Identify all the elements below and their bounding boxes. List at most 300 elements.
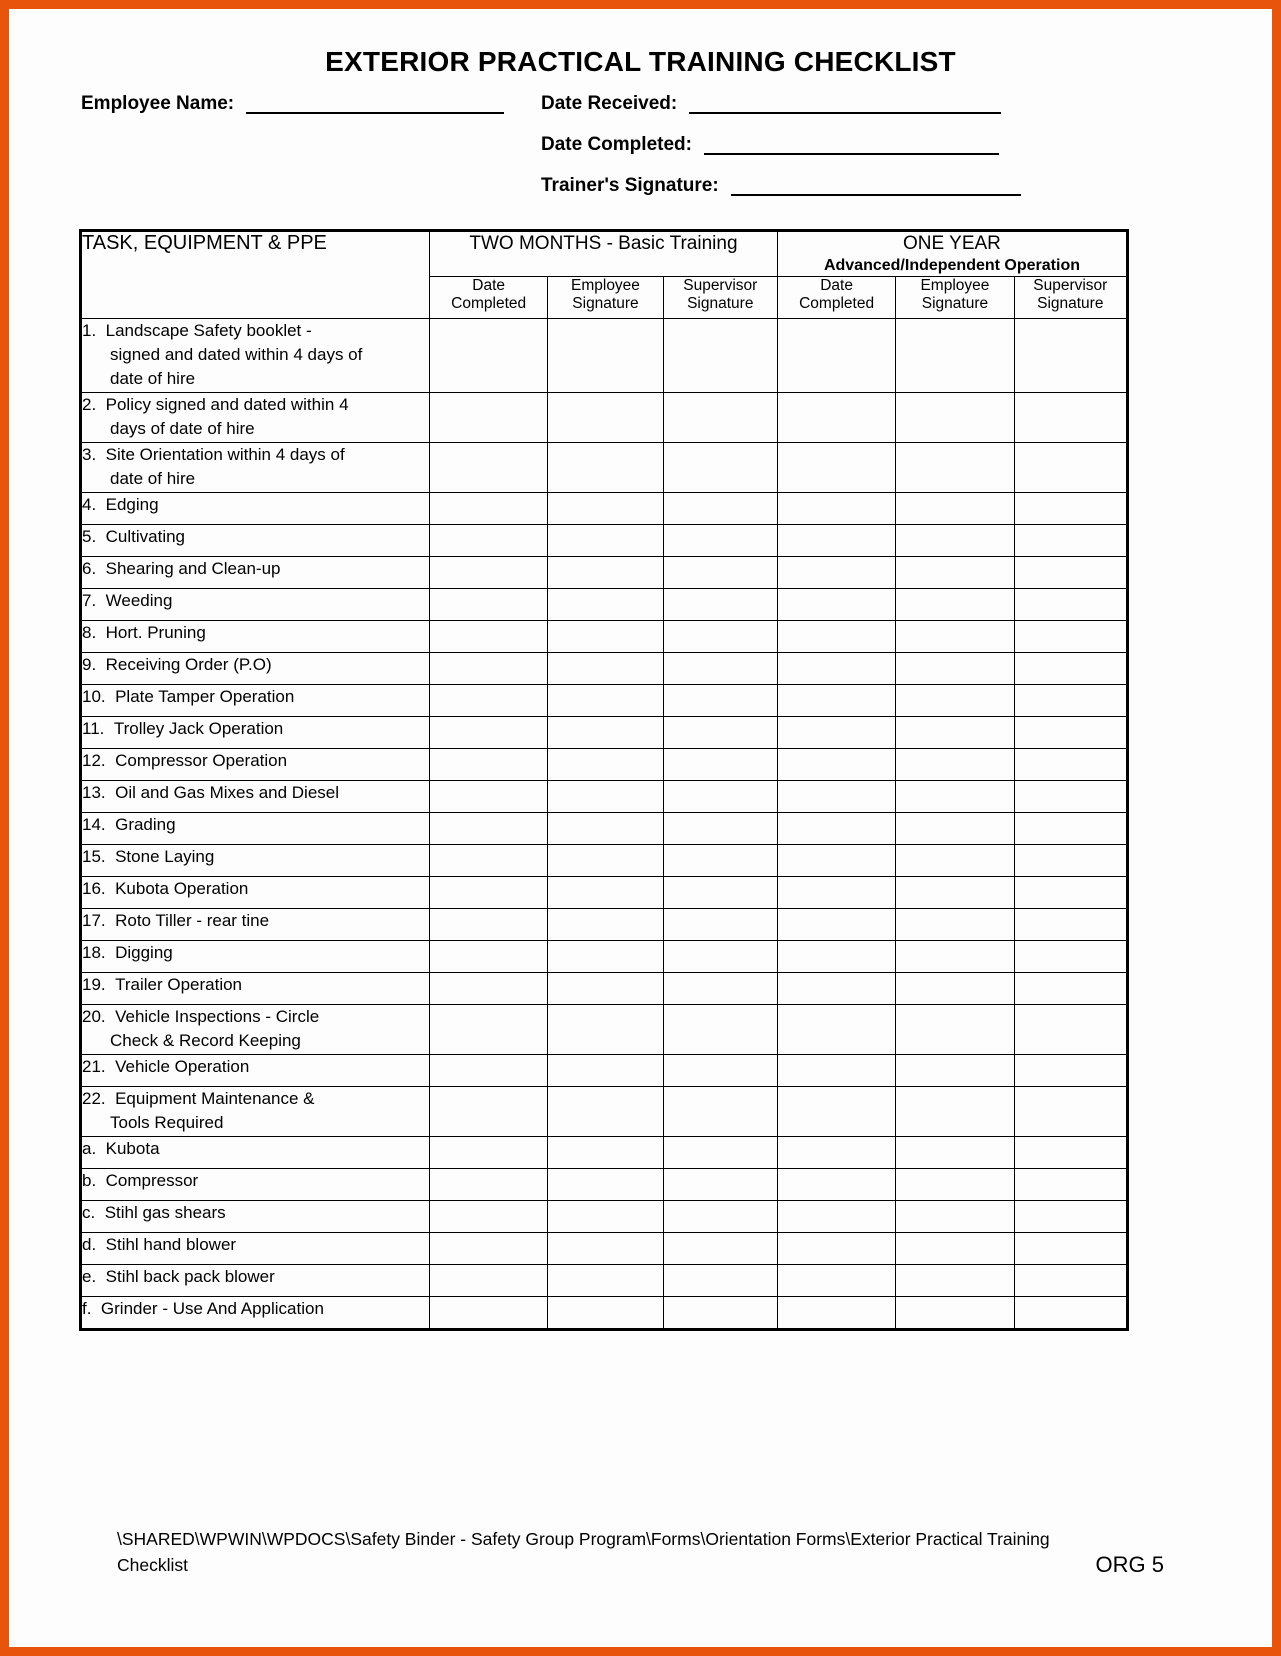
cell-two-months-date-completed[interactable] — [429, 1169, 547, 1201]
cell-two-months-employee-signature[interactable] — [548, 909, 663, 941]
cell-two-months-employee-signature[interactable] — [548, 493, 663, 525]
table-row — [81, 749, 1128, 781]
table-row — [81, 1297, 1128, 1330]
col-head-two-months-date-completed — [429, 277, 547, 319]
col-head-line2: Completed — [451, 295, 527, 312]
task-label-cell — [81, 1005, 430, 1055]
cell-one-year-date-completed[interactable] — [777, 525, 895, 557]
table-row — [81, 1137, 1128, 1169]
task-text: Site Orientation within 4 days of — [105, 445, 345, 464]
cell-two-months-date-completed[interactable] — [429, 319, 547, 393]
task-label-cell — [81, 621, 430, 653]
table-row — [81, 653, 1128, 685]
cell-two-months-date-completed[interactable] — [429, 1297, 547, 1330]
col-head-line1: Employee — [920, 277, 990, 294]
cell-two-months-supervisor-signature[interactable] — [663, 621, 777, 653]
task-text: Stihl hand blower — [105, 1235, 237, 1254]
col-head-one-year-employee-signature — [896, 277, 1014, 319]
task-label-cell — [81, 685, 430, 717]
task-number: 18. — [82, 943, 106, 962]
task-label-cell — [81, 557, 430, 589]
table-row — [81, 1201, 1128, 1233]
task-label-cell — [81, 319, 430, 393]
table-row — [81, 1265, 1128, 1297]
cell-two-months-date-completed[interactable] — [429, 1055, 547, 1087]
cell-one-year-employee-signature[interactable] — [896, 621, 1014, 653]
task-text-continuation: date of hire — [110, 369, 196, 388]
cell-one-year-employee-signature[interactable] — [896, 941, 1014, 973]
cell-two-months-supervisor-signature[interactable] — [663, 1137, 777, 1169]
cell-two-months-employee-signature[interactable] — [548, 557, 663, 589]
page-title: EXTERIOR PRACTICAL TRAINING CHECKLIST — [325, 46, 956, 77]
cell-one-year-date-completed[interactable] — [777, 1055, 895, 1087]
task-text: Oil and Gas Mixes and Diesel — [115, 783, 340, 802]
task-number: 21. — [82, 1057, 106, 1076]
cell-one-year-supervisor-signature[interactable] — [1014, 685, 1127, 717]
cell-two-months-employee-signature[interactable] — [548, 813, 663, 845]
cell-one-year-date-completed[interactable] — [777, 909, 895, 941]
cell-two-months-date-completed[interactable] — [429, 1265, 547, 1297]
cell-one-year-date-completed[interactable] — [777, 443, 895, 493]
task-label-cell — [81, 909, 430, 941]
task-label-cell — [81, 1169, 430, 1201]
table-group-header-row — [81, 231, 1128, 277]
cell-one-year-employee-signature[interactable] — [896, 589, 1014, 621]
cell-one-year-employee-signature[interactable] — [896, 813, 1014, 845]
cell-two-months-employee-signature[interactable] — [548, 653, 663, 685]
cell-two-months-supervisor-signature[interactable] — [663, 1297, 777, 1330]
cell-two-months-employee-signature[interactable] — [548, 1201, 663, 1233]
cell-one-year-date-completed[interactable] — [777, 845, 895, 877]
trainer-signature-input[interactable] — [731, 179, 1021, 196]
cell-two-months-date-completed[interactable] — [429, 653, 547, 685]
cell-two-months-employee-signature[interactable] — [548, 685, 663, 717]
table-row — [81, 685, 1128, 717]
table-row — [81, 1169, 1128, 1201]
cell-two-months-supervisor-signature[interactable] — [663, 1201, 777, 1233]
cell-one-year-date-completed[interactable] — [777, 781, 895, 813]
cell-one-year-supervisor-signature[interactable] — [1014, 1265, 1127, 1297]
task-text: Kubota Operation — [115, 879, 249, 898]
cell-two-months-supervisor-signature[interactable] — [663, 557, 777, 589]
cell-one-year-supervisor-signature[interactable] — [1014, 443, 1127, 493]
cell-one-year-supervisor-signature[interactable] — [1014, 941, 1127, 973]
task-label-cell — [81, 781, 430, 813]
task-text-continuation: Check & Record Keeping — [110, 1031, 301, 1050]
cell-one-year-date-completed[interactable] — [777, 941, 895, 973]
task-text: Plate Tamper Operation — [115, 687, 295, 706]
cell-one-year-date-completed[interactable] — [777, 1005, 895, 1055]
task-number: 19. — [82, 975, 106, 994]
task-text: Edging — [105, 495, 159, 514]
task-number: 16. — [82, 879, 106, 898]
task-number: d. — [82, 1235, 97, 1254]
cell-two-months-supervisor-signature[interactable] — [663, 717, 777, 749]
cell-one-year-date-completed[interactable] — [777, 589, 895, 621]
cell-one-year-employee-signature[interactable] — [896, 493, 1014, 525]
cell-two-months-supervisor-signature[interactable] — [663, 973, 777, 1005]
cell-two-months-employee-signature[interactable] — [548, 1087, 663, 1137]
task-label-cell — [81, 845, 430, 877]
col-head-one-year-date-completed — [777, 277, 895, 319]
col-head-two-months-supervisor-signature — [663, 277, 777, 319]
cell-one-year-supervisor-signature[interactable] — [1014, 589, 1127, 621]
cell-two-months-supervisor-signature[interactable] — [663, 845, 777, 877]
cell-one-year-employee-signature[interactable] — [896, 749, 1014, 781]
cell-one-year-supervisor-signature[interactable] — [1014, 813, 1127, 845]
cell-two-months-date-completed[interactable] — [429, 845, 547, 877]
task-number: 9. — [82, 655, 97, 674]
table-body — [81, 319, 1128, 1330]
cell-two-months-date-completed[interactable] — [429, 443, 547, 493]
task-column-header: TASK, EQUIPMENT & PPE — [81, 231, 430, 319]
cell-two-months-employee-signature[interactable] — [548, 1297, 663, 1330]
cell-one-year-employee-signature[interactable] — [896, 557, 1014, 589]
task-number: 2. — [82, 395, 97, 414]
table-row — [81, 319, 1128, 393]
cell-two-months-employee-signature[interactable] — [548, 589, 663, 621]
cell-two-months-date-completed[interactable] — [429, 621, 547, 653]
cell-two-months-employee-signature[interactable] — [548, 1233, 663, 1265]
task-text: Shearing and Clean-up — [105, 559, 281, 578]
task-number: 13. — [82, 783, 106, 802]
cell-one-year-date-completed[interactable] — [777, 749, 895, 781]
task-number: 7. — [82, 591, 97, 610]
cell-one-year-date-completed[interactable] — [777, 557, 895, 589]
cell-two-months-date-completed[interactable] — [429, 525, 547, 557]
cell-two-months-supervisor-signature[interactable] — [663, 319, 777, 393]
task-text: Cultivating — [105, 527, 186, 546]
cell-one-year-supervisor-signature[interactable] — [1014, 1005, 1127, 1055]
task-number: e. — [82, 1267, 97, 1286]
col-head-line2: Signature — [1037, 295, 1104, 312]
cell-one-year-supervisor-signature[interactable] — [1014, 653, 1127, 685]
cell-one-year-employee-signature[interactable] — [896, 973, 1014, 1005]
task-label-cell — [81, 393, 430, 443]
task-text: Vehicle Inspections - Circle — [115, 1007, 320, 1026]
cell-two-months-employee-signature[interactable] — [548, 443, 663, 493]
cell-one-year-supervisor-signature[interactable] — [1014, 1169, 1127, 1201]
cell-two-months-date-completed[interactable] — [429, 557, 547, 589]
cell-one-year-date-completed[interactable] — [777, 1233, 895, 1265]
cell-two-months-employee-signature[interactable] — [548, 877, 663, 909]
cell-one-year-employee-signature[interactable] — [896, 319, 1014, 393]
task-label-cell — [81, 589, 430, 621]
cell-two-months-date-completed[interactable] — [429, 1201, 547, 1233]
cell-one-year-employee-signature[interactable] — [896, 443, 1014, 493]
cell-one-year-date-completed[interactable] — [777, 653, 895, 685]
cell-two-months-supervisor-signature[interactable] — [663, 781, 777, 813]
cell-one-year-supervisor-signature[interactable] — [1014, 493, 1127, 525]
cell-one-year-employee-signature[interactable] — [896, 1169, 1014, 1201]
footer-org-code: ORG 5 — [1095, 1552, 1164, 1577]
task-number: a. — [82, 1139, 97, 1158]
cell-two-months-employee-signature[interactable] — [548, 941, 663, 973]
cell-two-months-date-completed[interactable] — [429, 1087, 547, 1137]
cell-one-year-supervisor-signature[interactable] — [1014, 557, 1127, 589]
cell-one-year-employee-signature[interactable] — [896, 393, 1014, 443]
task-number: 12. — [82, 751, 106, 770]
cell-two-months-employee-signature[interactable] — [548, 717, 663, 749]
task-text: Trolley Jack Operation — [113, 719, 284, 738]
cell-one-year-date-completed[interactable] — [777, 1297, 895, 1330]
table-row — [81, 781, 1128, 813]
cell-two-months-supervisor-signature[interactable] — [663, 443, 777, 493]
table-row — [81, 845, 1128, 877]
date-completed-input[interactable] — [704, 138, 999, 155]
cell-one-year-supervisor-signature[interactable] — [1014, 845, 1127, 877]
task-text: Weeding — [105, 591, 173, 610]
cell-one-year-supervisor-signature[interactable] — [1014, 1055, 1127, 1087]
table-row — [81, 813, 1128, 845]
cell-two-months-employee-signature[interactable] — [548, 1265, 663, 1297]
cell-one-year-date-completed[interactable] — [777, 1201, 895, 1233]
cell-one-year-date-completed[interactable] — [777, 973, 895, 1005]
task-text: Trailer Operation — [115, 975, 243, 994]
cell-two-months-supervisor-signature[interactable] — [663, 909, 777, 941]
cell-two-months-supervisor-signature[interactable] — [663, 589, 777, 621]
group-header-two-months — [429, 231, 777, 277]
task-number: 17. — [82, 911, 106, 930]
cell-two-months-supervisor-signature[interactable] — [663, 877, 777, 909]
task-text: Landscape Safety booklet - — [105, 321, 312, 340]
field-trainer-signature-label: Trainer's Signature: — [541, 175, 719, 196]
task-number: c. — [82, 1203, 96, 1222]
task-text: Roto Tiller - rear tine — [115, 911, 270, 930]
field-employee-name-label: Employee Name: — [81, 93, 235, 114]
task-label-cell — [81, 813, 430, 845]
cell-one-year-supervisor-signature[interactable] — [1014, 909, 1127, 941]
task-number: 3. — [82, 445, 97, 464]
employee-name-input[interactable] — [246, 97, 504, 114]
cell-one-year-employee-signature[interactable] — [896, 1201, 1014, 1233]
cell-one-year-employee-signature[interactable] — [896, 1005, 1014, 1055]
cell-two-months-date-completed[interactable] — [429, 973, 547, 1005]
cell-one-year-employee-signature[interactable] — [896, 1087, 1014, 1137]
task-number: 8. — [82, 623, 97, 642]
document-sheet — [9, 9, 1272, 1647]
cell-one-year-employee-signature[interactable] — [896, 685, 1014, 717]
cell-two-months-supervisor-signature[interactable] — [663, 1005, 777, 1055]
cell-one-year-employee-signature[interactable] — [896, 653, 1014, 685]
cell-one-year-date-completed[interactable] — [777, 493, 895, 525]
cell-two-months-date-completed[interactable] — [429, 717, 547, 749]
task-label-cell — [81, 717, 430, 749]
cell-two-months-date-completed[interactable] — [429, 393, 547, 443]
group-one-year-title: ONE YEAR — [903, 233, 1001, 254]
cell-one-year-supervisor-signature[interactable] — [1014, 1201, 1127, 1233]
cell-two-months-date-completed[interactable] — [429, 589, 547, 621]
table-row — [81, 493, 1128, 525]
table-row — [81, 589, 1128, 621]
task-text: Equipment Maintenance & — [115, 1089, 315, 1108]
cell-two-months-date-completed[interactable] — [429, 1137, 547, 1169]
task-text: Digging — [115, 943, 173, 962]
table-row — [81, 393, 1128, 443]
task-label-cell — [81, 1137, 430, 1169]
task-text: Vehicle Operation — [115, 1057, 250, 1076]
group-two-months-title: TWO MONTHS - Basic Training — [469, 233, 738, 254]
task-number: b. — [82, 1171, 97, 1190]
cell-one-year-date-completed[interactable] — [777, 621, 895, 653]
task-number: 14. — [82, 815, 106, 834]
cell-one-year-employee-signature[interactable] — [896, 909, 1014, 941]
cell-one-year-date-completed[interactable] — [777, 319, 895, 393]
cell-one-year-employee-signature[interactable] — [896, 781, 1014, 813]
cell-one-year-date-completed[interactable] — [777, 1137, 895, 1169]
date-received-input[interactable] — [689, 97, 1001, 114]
cell-one-year-date-completed[interactable] — [777, 1169, 895, 1201]
field-date-received — [541, 94, 1001, 114]
cell-one-year-date-completed[interactable] — [777, 1087, 895, 1137]
table-row — [81, 621, 1128, 653]
table-row — [81, 973, 1128, 1005]
cell-one-year-employee-signature[interactable] — [896, 845, 1014, 877]
cell-two-months-supervisor-signature[interactable] — [663, 1169, 777, 1201]
task-text: Kubota — [105, 1139, 160, 1158]
cell-one-year-supervisor-signature[interactable] — [1014, 621, 1127, 653]
col-head-line1: Date — [472, 277, 506, 294]
cell-two-months-employee-signature[interactable] — [548, 781, 663, 813]
cell-two-months-supervisor-signature[interactable] — [663, 1265, 777, 1297]
table-row — [81, 557, 1128, 589]
cell-one-year-supervisor-signature[interactable] — [1014, 877, 1127, 909]
cell-two-months-employee-signature[interactable] — [548, 525, 663, 557]
task-label-cell — [81, 877, 430, 909]
cell-one-year-supervisor-signature[interactable] — [1014, 1297, 1127, 1330]
task-number: 10. — [82, 687, 106, 706]
task-number: 20. — [82, 1007, 106, 1026]
cell-two-months-supervisor-signature[interactable] — [663, 813, 777, 845]
cell-two-months-supervisor-signature[interactable] — [663, 1055, 777, 1087]
task-text: Hort. Pruning — [105, 623, 206, 642]
cell-two-months-date-completed[interactable] — [429, 749, 547, 781]
task-text-continuation: date of hire — [110, 469, 196, 488]
task-label-cell — [81, 973, 430, 1005]
cell-one-year-supervisor-signature[interactable] — [1014, 749, 1127, 781]
cell-one-year-date-completed[interactable] — [777, 877, 895, 909]
cell-two-months-employee-signature[interactable] — [548, 845, 663, 877]
cell-two-months-employee-signature[interactable] — [548, 621, 663, 653]
task-label-cell — [81, 1265, 430, 1297]
cell-two-months-date-completed[interactable] — [429, 685, 547, 717]
cell-two-months-date-completed[interactable] — [429, 493, 547, 525]
cell-two-months-employee-signature[interactable] — [548, 749, 663, 781]
cell-two-months-date-completed[interactable] — [429, 781, 547, 813]
group-header-one-year — [777, 231, 1127, 277]
task-text-continuation: days of date of hire — [110, 419, 255, 438]
table-row — [81, 717, 1128, 749]
cell-two-months-supervisor-signature[interactable] — [663, 393, 777, 443]
cell-two-months-date-completed[interactable] — [429, 941, 547, 973]
cell-two-months-employee-signature[interactable] — [548, 1055, 663, 1087]
cell-one-year-supervisor-signature[interactable] — [1014, 525, 1127, 557]
cell-two-months-employee-signature[interactable] — [548, 393, 663, 443]
cell-two-months-date-completed[interactable] — [429, 1233, 547, 1265]
col-head-line2: Signature — [687, 295, 754, 312]
cell-one-year-supervisor-signature[interactable] — [1014, 1087, 1127, 1137]
field-employee-name — [81, 94, 504, 114]
task-label-cell — [81, 1297, 430, 1330]
cell-two-months-date-completed[interactable] — [429, 909, 547, 941]
cell-one-year-employee-signature[interactable] — [896, 1137, 1014, 1169]
cell-one-year-date-completed[interactable] — [777, 717, 895, 749]
table-row — [81, 909, 1128, 941]
field-trainer-signature — [541, 176, 1021, 196]
field-date-received-label: Date Received: — [541, 93, 678, 114]
cell-two-months-employee-signature[interactable] — [548, 1137, 663, 1169]
cell-two-months-date-completed[interactable] — [429, 877, 547, 909]
cell-two-months-employee-signature[interactable] — [548, 973, 663, 1005]
checklist-table — [79, 229, 1129, 1331]
task-text-continuation: Tools Required — [110, 1113, 224, 1132]
col-head-line2: Signature — [921, 295, 989, 312]
cell-two-months-employee-signature[interactable] — [548, 1005, 663, 1055]
task-text: Policy signed and dated within 4 — [105, 395, 349, 414]
cell-two-months-supervisor-signature[interactable] — [663, 653, 777, 685]
task-text: Compressor — [105, 1171, 199, 1190]
table-row — [81, 1055, 1128, 1087]
cell-one-year-date-completed[interactable] — [777, 1265, 895, 1297]
cell-two-months-supervisor-signature[interactable] — [663, 941, 777, 973]
cell-one-year-employee-signature[interactable] — [896, 1297, 1014, 1330]
cell-one-year-supervisor-signature[interactable] — [1014, 717, 1127, 749]
task-number: 11. — [82, 719, 105, 738]
task-label-cell — [81, 525, 430, 557]
col-head-line2: Completed — [799, 295, 875, 312]
cell-one-year-supervisor-signature[interactable] — [1014, 1233, 1127, 1265]
cell-two-months-employee-signature[interactable] — [548, 1169, 663, 1201]
cell-two-months-supervisor-signature[interactable] — [663, 525, 777, 557]
cell-one-year-date-completed[interactable] — [777, 813, 895, 845]
task-number: 5. — [82, 527, 97, 546]
cell-one-year-employee-signature[interactable] — [896, 717, 1014, 749]
cell-two-months-supervisor-signature[interactable] — [663, 493, 777, 525]
task-label-cell — [81, 749, 430, 781]
task-text: Grinder - Use And Application — [100, 1299, 324, 1318]
cell-two-months-date-completed[interactable] — [429, 1005, 547, 1055]
cell-two-months-supervisor-signature[interactable] — [663, 1233, 777, 1265]
cell-one-year-date-completed[interactable] — [777, 685, 895, 717]
cell-one-year-supervisor-signature[interactable] — [1014, 973, 1127, 1005]
cell-one-year-employee-signature[interactable] — [896, 877, 1014, 909]
cell-one-year-supervisor-signature[interactable] — [1014, 1137, 1127, 1169]
cell-two-months-employee-signature[interactable] — [548, 319, 663, 393]
table-header — [81, 231, 1128, 319]
task-text: Grading — [115, 815, 176, 834]
table-row — [81, 1005, 1128, 1055]
task-label-cell — [81, 443, 430, 493]
cell-two-months-supervisor-signature[interactable] — [663, 685, 777, 717]
cell-one-year-supervisor-signature[interactable] — [1014, 393, 1127, 443]
cell-two-months-supervisor-signature[interactable] — [663, 749, 777, 781]
col-head-line1: Supervisor — [683, 277, 758, 294]
task-label-cell — [81, 941, 430, 973]
cell-one-year-employee-signature[interactable] — [896, 1265, 1014, 1297]
cell-two-months-date-completed[interactable] — [429, 813, 547, 845]
cell-one-year-date-completed[interactable] — [777, 393, 895, 443]
cell-one-year-supervisor-signature[interactable] — [1014, 781, 1127, 813]
field-date-completed-label: Date Completed: — [541, 134, 692, 155]
col-head-two-months-employee-signature — [548, 277, 663, 319]
col-head-line2: Signature — [572, 295, 639, 312]
cell-two-months-supervisor-signature[interactable] — [663, 1087, 777, 1137]
cell-one-year-supervisor-signature[interactable] — [1014, 319, 1127, 393]
field-date-completed — [541, 135, 999, 155]
cell-one-year-employee-signature[interactable] — [896, 525, 1014, 557]
cell-one-year-employee-signature[interactable] — [896, 1055, 1014, 1087]
cell-one-year-employee-signature[interactable] — [896, 1233, 1014, 1265]
